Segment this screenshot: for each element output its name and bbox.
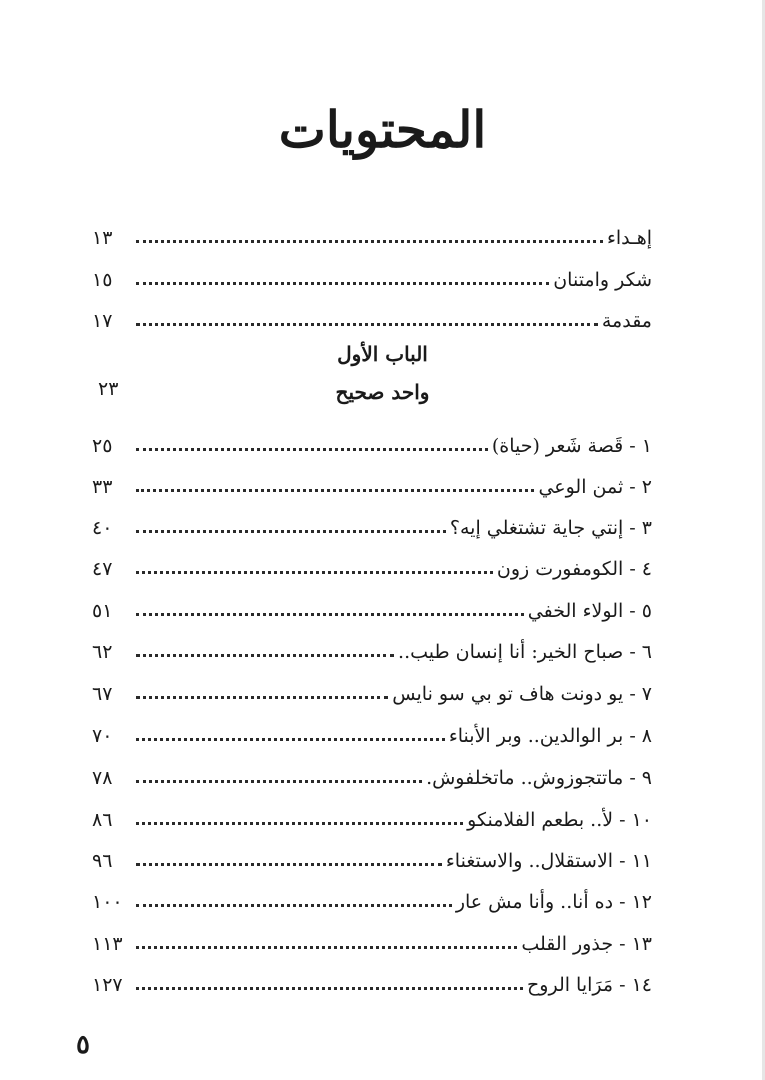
toc-entry-page: ٢٥ — [92, 435, 113, 457]
toc-entry-page: ٥١ — [92, 600, 113, 622]
toc-entry-label: إهـداء — [606, 227, 652, 249]
toc-entry-label: ٨ - بر الوالدين.. وبر الأبناء — [448, 725, 652, 747]
toc-entry-label: مقدمة — [601, 310, 652, 332]
leader-dots — [136, 987, 523, 990]
leader-dots — [136, 780, 422, 783]
toc-entry-chapter[interactable] — [92, 961, 652, 995]
toc-entry-acknowledgements[interactable] — [92, 256, 652, 290]
toc-entry-label: ١ - قَصة شَعر (حياة) — [491, 435, 652, 457]
leader-dots — [136, 946, 517, 949]
toc-entry-label: ٦ - صباح الخير: أنا إنسان طيب.. — [398, 641, 652, 663]
leader-dots — [136, 654, 394, 657]
toc-entry-page: ٤٠ — [92, 517, 113, 539]
part-subtitle: واحد صحيح — [335, 380, 430, 404]
leader-dots — [136, 530, 446, 533]
page-number: ٥ — [76, 1030, 90, 1060]
leader-dots — [136, 448, 488, 451]
toc-entry-page: ٧٨ — [92, 767, 113, 789]
part-page-number: ٢٣ — [98, 378, 119, 400]
toc-entry-label: ١١ - الاستقلال.. والاستغناء — [445, 850, 652, 872]
leader-dots — [136, 696, 388, 699]
toc-entry-label: ١٤ - مَرَايا الروح — [527, 974, 652, 996]
toc-entry-page: ١٢٧ — [92, 974, 123, 996]
part-heading: الباب الأول — [337, 342, 428, 366]
leader-dots — [136, 863, 442, 866]
toc-entry-chapter[interactable] — [92, 422, 652, 456]
toc-entry-page: ١٣ — [92, 227, 113, 249]
toc-entry-chapter[interactable] — [92, 628, 652, 662]
toc-entry-label: ٢ - ثمن الوعي — [538, 476, 652, 498]
leader-dots — [136, 738, 445, 741]
toc-entry-page: ٧٠ — [92, 725, 113, 747]
toc-entry-label: ١٢ - ده أنا.. وأنا مش عار — [455, 891, 652, 913]
leader-dots — [136, 613, 524, 616]
toc-entry-chapter[interactable] — [92, 878, 652, 912]
toc-entry-page: ٦٧ — [92, 683, 113, 705]
toc-entry-chapter[interactable] — [92, 920, 652, 954]
toc-entry-page: ١٥ — [92, 269, 113, 291]
leader-dots — [136, 904, 452, 907]
toc-entry-chapter[interactable] — [92, 463, 652, 497]
toc-entry-page: ٨٦ — [92, 809, 113, 831]
toc-entry-chapter[interactable] — [92, 796, 652, 830]
toc-entry-page: ٦٢ — [92, 641, 113, 663]
toc-entry-chapter[interactable] — [92, 504, 652, 538]
toc-entry-dedication[interactable] — [92, 214, 652, 248]
toc-entry-label: شكر وامتنان — [553, 269, 652, 291]
leader-dots — [136, 571, 493, 574]
toc-entry-page: ١٧ — [92, 310, 113, 332]
toc-entry-chapter[interactable] — [92, 837, 652, 871]
leader-dots — [136, 323, 598, 326]
page-title: المحتويات — [278, 100, 487, 159]
toc-entry-page: ٩٦ — [92, 850, 113, 872]
toc-entry-label: ١٣ - جذور القلب — [521, 933, 652, 955]
toc-entry-label: ١٠ - لأ.. بطعم الفلامنكو — [467, 809, 652, 831]
toc-entry-page: ٤٧ — [92, 558, 113, 580]
toc-entry-introduction[interactable] — [92, 297, 652, 331]
toc-entry-chapter[interactable] — [92, 545, 652, 579]
toc-entry-chapter[interactable] — [92, 712, 652, 746]
toc-entry-page: ١١٣ — [92, 933, 123, 955]
leader-dots — [136, 489, 534, 492]
toc-entry-label: ٩ - ماتتجوزوش.. ماتخلفوش. — [426, 767, 652, 789]
toc-entry-page: ٣٣ — [92, 476, 113, 498]
leader-dots — [136, 240, 603, 243]
toc-entry-label: ٤ - الكومفورت زون — [496, 558, 652, 580]
toc-entry-label: ٣ - إنتي جاية تشتغلي إيه؟ — [449, 517, 652, 539]
toc-entry-chapter[interactable] — [92, 670, 652, 704]
toc-entry-chapter[interactable] — [92, 754, 652, 788]
leader-dots — [136, 282, 549, 285]
toc-entry-page: ١٠٠ — [92, 891, 123, 913]
toc-entry-label: ٥ - الولاء الخفي — [527, 600, 652, 622]
toc-entry-label: ٧ - يو دونت هاف تو بي سو نايس — [392, 683, 652, 705]
leader-dots — [136, 822, 463, 825]
toc-entry-chapter[interactable] — [92, 587, 652, 621]
